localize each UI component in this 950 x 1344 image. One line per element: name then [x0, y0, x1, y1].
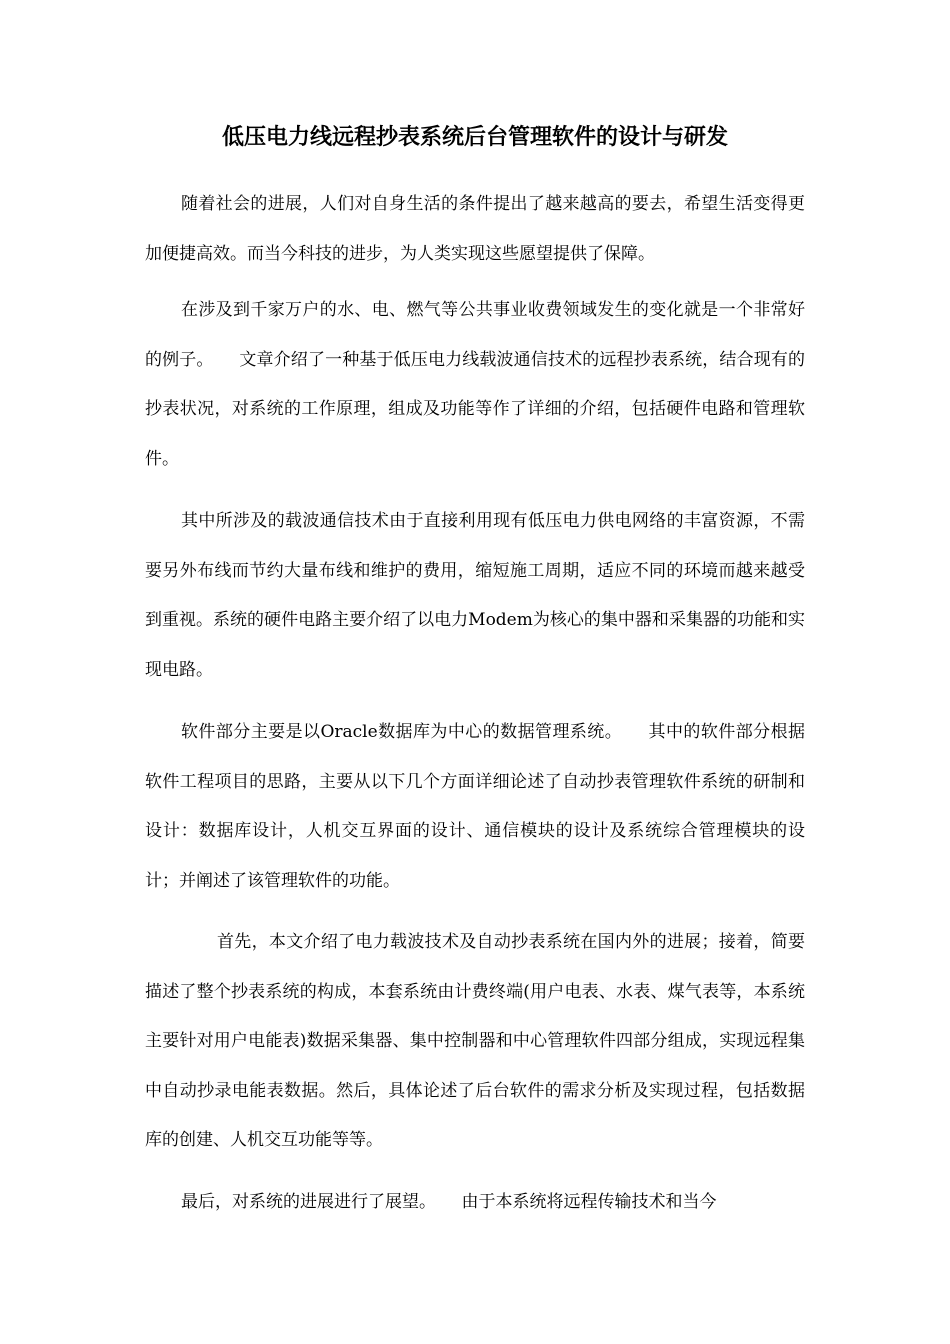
document-title: 低压电力线远程抄表系统后台管理软件的设计与研发	[221, 125, 728, 150]
paragraph-6: 最后，对系统的进展进行了展望。 由于本系统将远程传输技术和当今	[181, 1192, 717, 1212]
paragraph-1: 随着社会的进展，人们对自身生活的条件提出了越来越高的要去，希望生活变得更加便捷高效。而当今科技的进步，为人类实现这些愿望提供了保障。	[145, 194, 805, 264]
paragraph-4: 软件部分主要是以Oracle数据库为中心的数据管理系统。 其中的软件部分根据软件工程项目的思路，主要从以下几个方面详细论述了自动抄表管理软件系统的研制和设计：数据库设计，人机交互界面的设计、通信模块的设计及系统综合管理模块的设计；并阐述了该管理软件的功能。	[145, 722, 805, 891]
paragraph-2: 在涉及到千家万户的水、电、燃气等公共事业收费领域发生的变化就是一个非常好的例子。 文章介绍了一种基于低压电力线载波通信技术的远程抄表系统，结合现有的抄表状况，对系统的工作原理，组成及功能等作了详细的介绍，包括硬件电路和管理软件。	[145, 300, 805, 469]
paragraph-5: 首先，本文介绍了电力载波技术及自动抄表系统在国内外的进展；接着，简要描述了整个抄表系统的构成，本套系统由计费终端(用户电表、水表、煤气表等，本系统主要针对用户电能表)数据采集器、集中控制器和中心管理软件四部分组成，实现远程集中自动抄录电能表数据。然后，具体论述了后台软件的需求分析及实现过程，包括数据库的创建、人机交互功能等等。	[145, 932, 805, 1150]
paragraph-3: 其中所涉及的载波通信技术由于直接利用现有低压电力供电网络的丰富资源，不需要另外布线而节约大量布线和维护的费用，缩短施工周期，适应不同的环境而越来越受到重视。系统的硬件电路主要介绍了以电力Modem为核心的集中器和采集器的功能和实现电路。	[145, 511, 805, 680]
